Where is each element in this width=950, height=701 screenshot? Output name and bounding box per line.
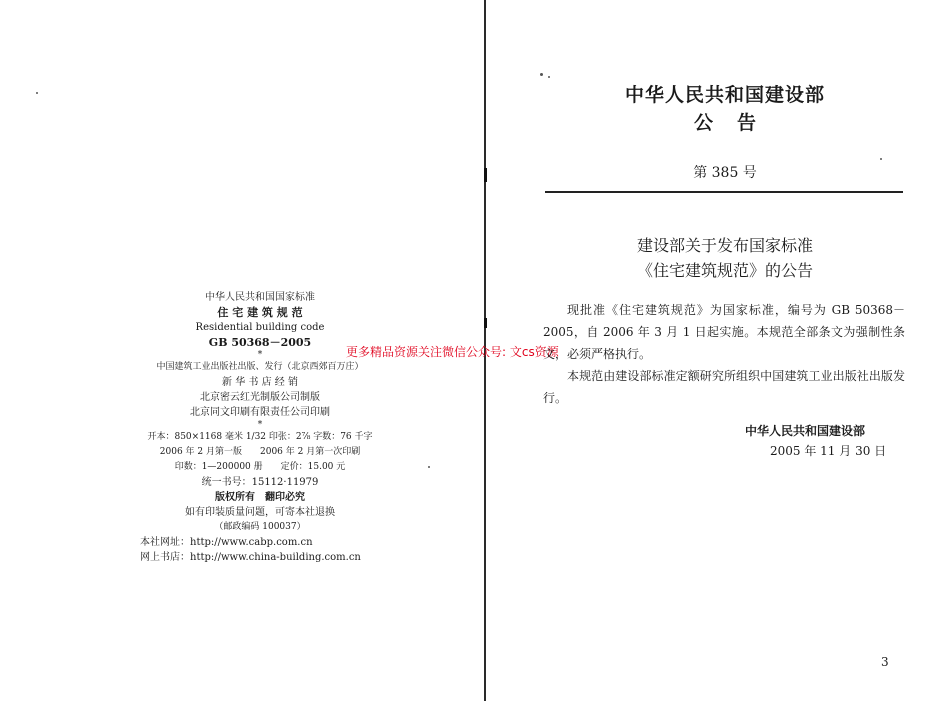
announcement-body (543, 299, 905, 409)
website-line: 本社网址：http://www.cabp.com.cn (140, 537, 313, 548)
format-line: 开本：850×1168 毫米 1/32 印张：2⅞ 字数：76 千字 (147, 432, 373, 442)
heading-line: 《住宅建筑规范》的公告 (636, 261, 813, 280)
spine-mark (484, 168, 487, 182)
standard-series: 中华人民共和国国家标准 (205, 292, 315, 303)
distributor-line: 新 华 书 店 经 销 (222, 377, 298, 388)
page-number: 3 (881, 655, 889, 669)
standard-code: GB 50368－2005 (208, 336, 312, 349)
colophon (110, 290, 410, 565)
heading-line: 建设部关于发布国家标准 (636, 236, 813, 255)
header-rule (545, 191, 903, 193)
scan-speck (36, 92, 38, 94)
publisher-line: 中国建筑工业出版社出版、发行（北京西郊百万庄） (156, 362, 364, 372)
ministry-title: 中华人民共和国建设部 (624, 84, 825, 106)
separator-star: * (257, 420, 263, 430)
scan-speck (880, 158, 882, 160)
signatory: 中华人民共和国建设部 (745, 424, 866, 438)
announcement-heading (570, 233, 880, 283)
edition-line: 2006 年 2 月第一版 2006 年 2 月第一次印刷 (159, 447, 361, 457)
body-paragraph: 现批准《住宅建筑规范》为国家标准，编号为 GB 50368－2005，自 2006 年 3 月 1 日起实施。本规范全部条文为强制性条文，必须严格执行。 (543, 303, 905, 361)
scan-speck (548, 76, 550, 78)
body-paragraph: 本规范由建设部标准定额研究所组织中国建筑工业出版社出版发行。 (543, 369, 905, 405)
book-title-cn: 住 宅 建 筑 规 范 (217, 306, 303, 319)
quality-notice: 如有印装质量问题，可寄本社退换 (185, 507, 335, 518)
printer-line: 北京同文印刷有限责任公司印刷 (190, 407, 330, 418)
announcement-title: 公告 (693, 112, 780, 134)
separator-star: * (257, 350, 263, 360)
bookstore-line: 网上书店：http://www.china-building.com.cn (140, 552, 361, 563)
book-title-en: Residential building code (195, 322, 325, 333)
spine-mark (484, 318, 487, 328)
plate-maker-line: 北京密云红光制版公司制版 (200, 392, 320, 403)
postcode-line: （邮政编码 100037） (214, 522, 306, 532)
document-number: 第 385 号 (693, 165, 757, 181)
copyright-line: 版权所有 翻印必究 (215, 492, 305, 503)
scan-speck (540, 73, 543, 76)
watermark-text: 更多精品资源关注微信公众号: 文cs资源 (346, 345, 559, 359)
signing-date: 2005 年 11 月 30 日 (770, 444, 887, 458)
book-number-line: 统一书号：15112·11979 (201, 477, 319, 488)
scan-speck (428, 466, 430, 468)
print-run-line: 印数：1—200000 册 定价：15.00 元 (174, 462, 346, 472)
